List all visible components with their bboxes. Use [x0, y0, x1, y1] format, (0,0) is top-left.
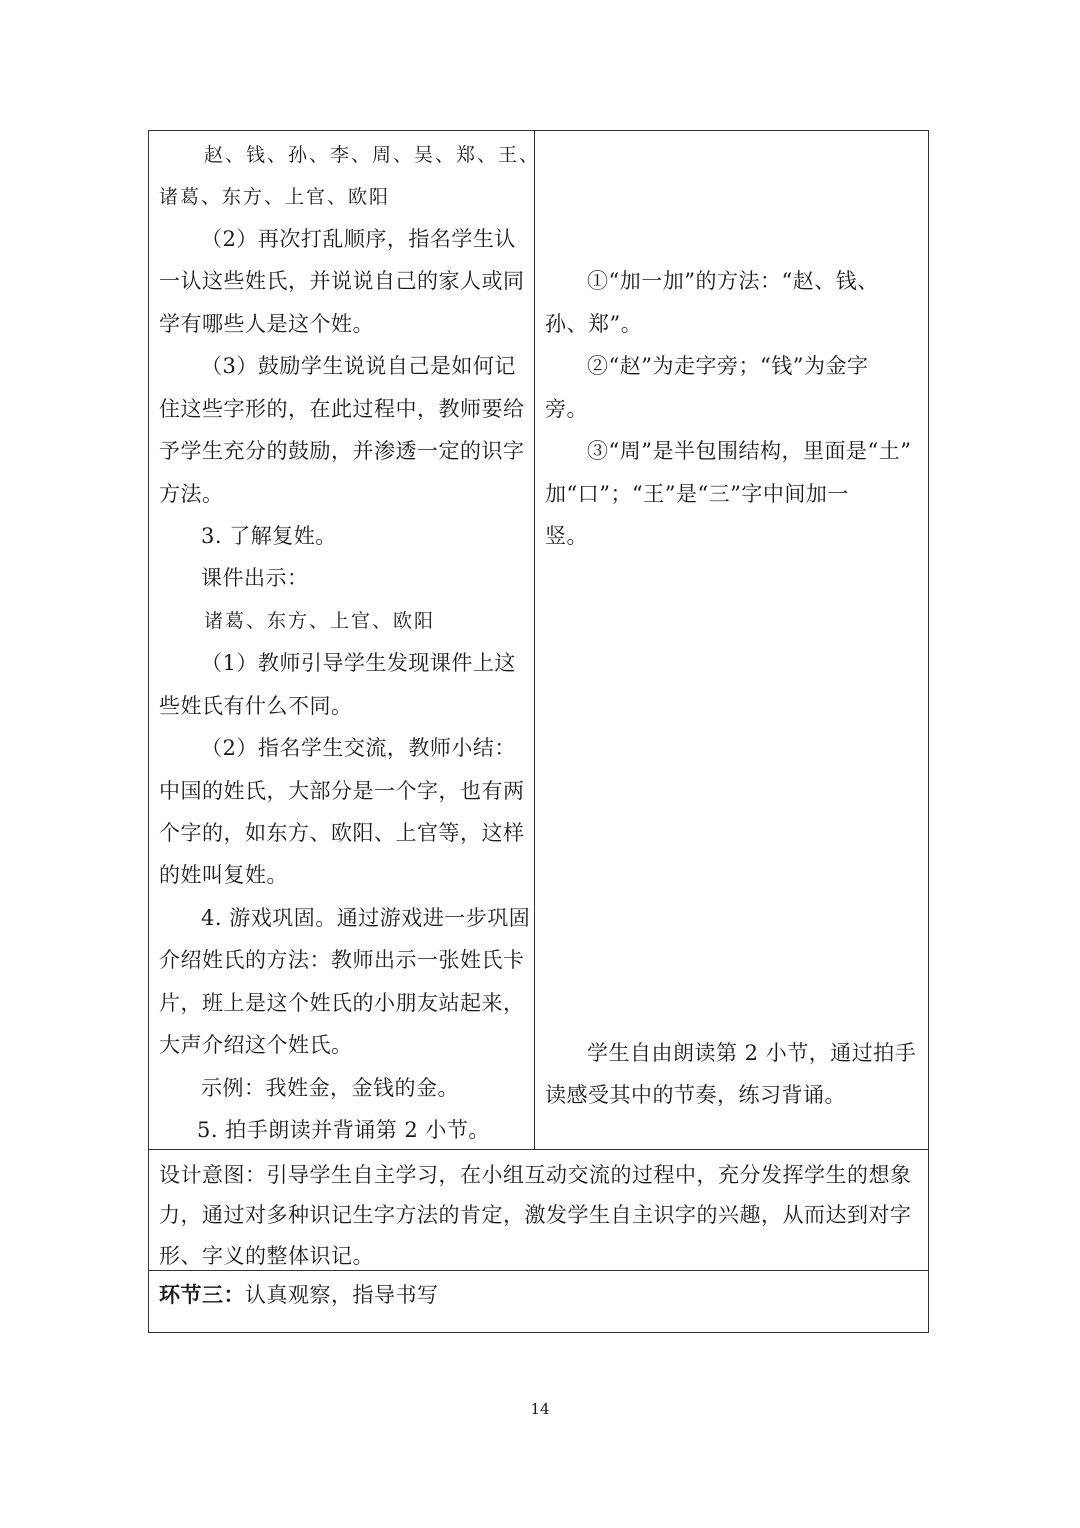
paragraph-line: 示例：我姓金，金钱的金。	[201, 1076, 459, 1100]
paragraph-line: 中国的姓氏，大部分是一个字，也有两	[159, 779, 525, 803]
paragraph-line: 孙、郑”。	[545, 312, 643, 336]
paragraph-line: （1）教师引导学生发现课件上这	[201, 651, 516, 675]
paragraph-line: 大声介绍这个姓氏。	[159, 1033, 353, 1057]
paragraph-line: 学生自由朗读第 2 小节，通过拍手	[587, 1041, 917, 1065]
paragraph-line: 一认这些姓氏，并说说自己的家人或同	[159, 269, 525, 293]
paragraph-line: 的姓叫复姓。	[159, 863, 288, 887]
paragraph-line: 读感受其中的节奏，练习背诵。	[545, 1083, 846, 1107]
paragraph-line: 住这些字形的，在此过程中，教师要给	[159, 397, 525, 421]
surname-list-line: 诸葛、东方、上官、欧阳	[159, 186, 391, 208]
paragraph-line: 介绍姓氏的方法：教师出示一张姓氏卡	[159, 948, 525, 972]
row-divider	[149, 1270, 928, 1271]
paragraph-line: 力，通过对多种识记生字方法的肯定，激发学生自主识字的兴趣，从而达到对字	[159, 1203, 912, 1227]
paragraph-line: （2）指名学生交流，教师小结：	[201, 736, 516, 760]
paragraph-line: 竖。	[545, 524, 588, 548]
section-item: 3. 了解复姓。	[201, 524, 337, 548]
paragraph-line: 方法。	[159, 482, 224, 506]
paragraph-line: （3）鼓励学生说说自己是如何记	[201, 354, 516, 378]
paragraph-line: 课件出示：	[201, 566, 309, 590]
stage-title: 认真观察，指导书写	[245, 1283, 439, 1307]
paragraph-line: 形、字义的整体识记。	[159, 1244, 374, 1268]
paragraph-line: 设计意图：引导学生自主学习，在小组互动交流的过程中，充分发挥学生的想象	[159, 1163, 912, 1187]
lesson-table	[148, 130, 929, 1333]
paragraph-line: 予学生充分的鼓励，并渗透一定的识字	[159, 439, 525, 463]
paragraph-line: ③“周”是半包围结构，里面是“土”	[587, 439, 912, 463]
paragraph-line: 些姓氏有什么不同。	[159, 694, 353, 718]
paragraph-line: 个字的，如东方、欧阳、上官等，这样	[159, 821, 525, 845]
paragraph-line: 加“口”；“王”是“三”字中间加一	[545, 482, 849, 506]
stage-label: 环节三：	[159, 1282, 245, 1307]
section-item: 4. 游戏巩固。通过游戏进一步巩固	[201, 906, 531, 930]
column-divider	[534, 131, 535, 1149]
paragraph-line: ①“加一加”的方法：“赵、钱、	[587, 269, 879, 293]
paragraph-line: 片，班上是这个姓氏的小朋友站起来，	[159, 991, 525, 1015]
row-divider	[149, 1149, 928, 1150]
compound-surname-list: 诸葛、东方、上官、欧阳	[204, 610, 436, 632]
paragraph-line: 旁。	[545, 397, 588, 421]
section-item: 5. 拍手朗读并背诵第 2 小节。	[197, 1118, 490, 1142]
paragraph-line: ②“赵”为走字旁；“钱”为金字	[587, 354, 869, 378]
surname-list-line: 赵、钱、孙、李、周、吴、郑、王、	[204, 144, 541, 166]
paragraph-line: 学有哪些人是这个姓。	[159, 312, 374, 336]
paragraph-line: （2）再次打乱顺序，指名学生认	[201, 227, 516, 251]
page-number: 14	[530, 1400, 550, 1418]
